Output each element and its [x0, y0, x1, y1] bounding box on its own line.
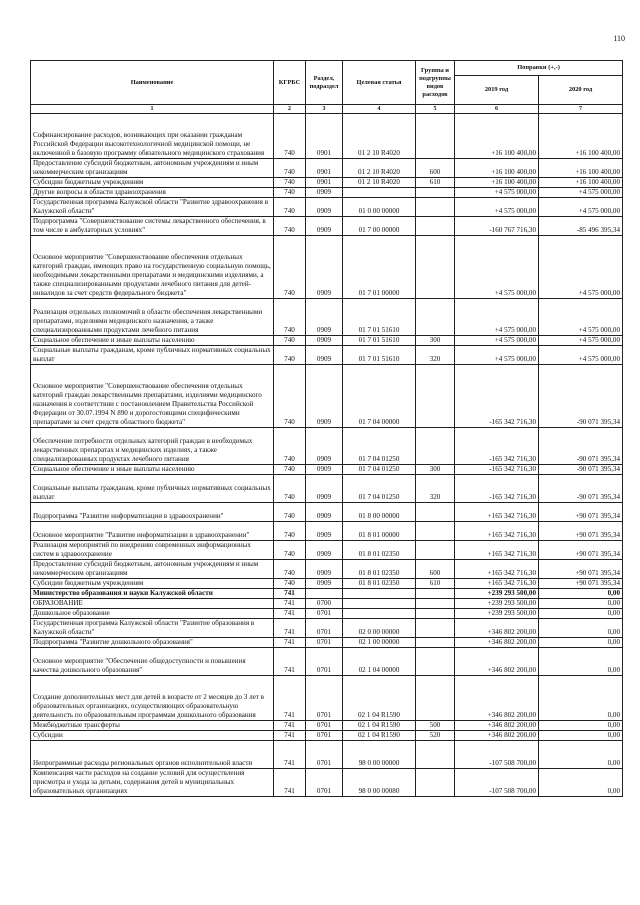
cell-group: 320 [416, 475, 455, 503]
cell-2019: +346 802 200,00 [455, 619, 539, 638]
cell-target: 02 1 04 00000 [343, 648, 416, 676]
cell-2020: +4 575 000,00 [539, 188, 623, 198]
cell-name: Подпрограмма "Развитие дошкольного образования" [31, 638, 274, 648]
cell-kgrbs: 741 [274, 648, 306, 676]
cell-target: 01 8 01 02350 [343, 579, 416, 589]
table-row [31, 589, 623, 599]
cell-target: 01 7 04 01250 [343, 465, 416, 475]
cell-section [306, 589, 343, 599]
cell-target: 98 0 00 00000 [343, 741, 416, 769]
table-row [31, 721, 623, 731]
cell-2020: 0,00 [539, 648, 623, 676]
header-amendments: Поправки (+,-) [455, 61, 623, 76]
cell-name: Социальное обеспечение и иные выплаты населению [31, 336, 274, 346]
cell-2020: +90 071 395,34 [539, 560, 623, 579]
cell-section: 0909 [306, 236, 343, 299]
cell-2019: +4 575 000,00 [455, 346, 539, 365]
cell-kgrbs: 740 [274, 178, 306, 188]
table-row [31, 619, 623, 638]
cell-name: Дошкольное образование [31, 609, 274, 619]
col-number: 7 [539, 105, 623, 114]
cell-section: 0901 [306, 114, 343, 159]
cell-group [416, 599, 455, 609]
cell-kgrbs: 741 [274, 589, 306, 599]
cell-group: 320 [416, 346, 455, 365]
cell-2020: +90 071 395,34 [539, 522, 623, 541]
cell-2020: +16 100 400,00 [539, 178, 623, 188]
cell-target: 01 7 04 01250 [343, 428, 416, 465]
cell-group [416, 428, 455, 465]
cell-group [416, 522, 455, 541]
cell-group [416, 188, 455, 198]
cell-name: Обеспечение потребности отдельных категорий граждан в необходимых лекарственных препаратах и медицинских изделиях, а также специализированных продуктах лечебного питания [31, 428, 274, 465]
cell-target: 01 2 10 R4020 [343, 178, 416, 188]
cell-2020: +4 575 000,00 [539, 336, 623, 346]
cell-2019: +165 342 716,30 [455, 503, 539, 522]
cell-name: Подпрограмма "Развитие информатизации в здравоохранении" [31, 503, 274, 522]
cell-group [416, 299, 455, 336]
cell-2020: -90 071 395,34 [539, 428, 623, 465]
cell-kgrbs: 740 [274, 336, 306, 346]
table-row [31, 731, 623, 741]
cell-2019: -165 342 716,30 [455, 428, 539, 465]
header-section: Раздел, подраздел [306, 61, 343, 105]
cell-name: Министерство образования и науки Калужской области [31, 589, 274, 599]
cell-name: Социальное обеспечение и иные выплаты населению [31, 465, 274, 475]
cell-group: 500 [416, 721, 455, 731]
col-number: 5 [416, 105, 455, 114]
table-row [31, 365, 623, 428]
cell-2020: 0,00 [539, 731, 623, 741]
cell-2020: +16 100 400,00 [539, 114, 623, 159]
cell-group: 600 [416, 159, 455, 178]
cell-name: Другие вопросы в области здравоохранения [31, 188, 274, 198]
cell-kgrbs: 740 [274, 346, 306, 365]
table-row [31, 346, 623, 365]
cell-section: 0909 [306, 428, 343, 465]
cell-kgrbs: 740 [274, 428, 306, 465]
header-group: Группы и подгруппы видов расходов [416, 61, 455, 105]
cell-2019: +4 575 000,00 [455, 336, 539, 346]
cell-target: 01 2 10 R4020 [343, 159, 416, 178]
cell-kgrbs: 740 [274, 159, 306, 178]
cell-group [416, 648, 455, 676]
table-row [31, 188, 623, 198]
cell-2020: +4 575 000,00 [539, 346, 623, 365]
cell-kgrbs: 740 [274, 299, 306, 336]
cell-group [416, 769, 455, 797]
cell-2019: +4 575 000,00 [455, 236, 539, 299]
table-row [31, 114, 623, 159]
cell-2020: 0,00 [539, 769, 623, 797]
cell-2020: 0,00 [539, 589, 623, 599]
cell-2020: 0,00 [539, 599, 623, 609]
cell-2019: +165 342 716,30 [455, 541, 539, 560]
cell-name: Предоставление субсидий бюджетным, автономным учреждениям и иным некоммерческим организациям [31, 560, 274, 579]
cell-2019: +346 802 200,00 [455, 676, 539, 721]
cell-name: Основное мероприятие "Развитие информатизации в здравоохранении" [31, 522, 274, 541]
cell-group: 520 [416, 731, 455, 741]
table-header-row [31, 61, 623, 76]
cell-group [416, 741, 455, 769]
cell-kgrbs: 741 [274, 741, 306, 769]
cell-name: Государственная программа Калужской области "Развитие образования в Калужской области" [31, 619, 274, 638]
cell-section: 0909 [306, 336, 343, 346]
table-row [31, 299, 623, 336]
cell-2020: 0,00 [539, 619, 623, 638]
cell-2019: -107 508 700,00 [455, 769, 539, 797]
cell-2019: +165 342 716,30 [455, 560, 539, 579]
cell-2019: +4 575 000,00 [455, 299, 539, 336]
cell-kgrbs: 740 [274, 236, 306, 299]
cell-target: 01 8 01 00000 [343, 522, 416, 541]
cell-group [416, 589, 455, 599]
cell-2020: +90 071 395,34 [539, 541, 623, 560]
col-number: 3 [306, 105, 343, 114]
cell-section: 0909 [306, 198, 343, 217]
cell-2019: +346 802 200,00 [455, 731, 539, 741]
cell-2019: +165 342 716,30 [455, 522, 539, 541]
cell-target: 01 7 01 00000 [343, 236, 416, 299]
table-row [31, 676, 623, 721]
table-row [31, 336, 623, 346]
table-row [31, 560, 623, 579]
cell-kgrbs: 741 [274, 731, 306, 741]
cell-kgrbs: 740 [274, 198, 306, 217]
cell-2020: 0,00 [539, 676, 623, 721]
cell-2020: -90 071 395,34 [539, 365, 623, 428]
cell-2019: +346 802 200,00 [455, 638, 539, 648]
cell-name: Социальные выплаты гражданам, кроме публичных нормативных социальных выплат [31, 346, 274, 365]
cell-kgrbs: 740 [274, 579, 306, 589]
table-row [31, 236, 623, 299]
header-2019: 2019 год [455, 76, 539, 105]
cell-target: 01 2 10 R4020 [343, 114, 416, 159]
cell-section: 0701 [306, 721, 343, 731]
cell-2019: +4 575 000,00 [455, 198, 539, 217]
cell-name: Подпрограмма "Совершенствование системы лекарственного обеспечения, в том числе в амбулаторных условиях" [31, 217, 274, 236]
cell-target: 01 7 01 51610 [343, 336, 416, 346]
cell-target: 01 7 04 01250 [343, 475, 416, 503]
cell-group [416, 619, 455, 638]
cell-group [416, 236, 455, 299]
table-row [31, 503, 623, 522]
table-row [31, 178, 623, 188]
amendments-table [30, 60, 623, 797]
cell-name: Социальные выплаты гражданам, кроме публичных нормативных социальных выплат [31, 475, 274, 503]
cell-2019: +16 100 400,00 [455, 178, 539, 188]
table-row [31, 465, 623, 475]
table-row [31, 638, 623, 648]
cell-section: 0701 [306, 741, 343, 769]
cell-target: 02 1 04 R1590 [343, 676, 416, 721]
cell-group [416, 503, 455, 522]
cell-group [416, 198, 455, 217]
cell-section: 0901 [306, 159, 343, 178]
cell-kgrbs: 741 [274, 769, 306, 797]
cell-name: Субсидии бюджетным учреждениям [31, 579, 274, 589]
cell-section: 0909 [306, 560, 343, 579]
cell-kgrbs: 740 [274, 188, 306, 198]
cell-kgrbs: 741 [274, 599, 306, 609]
cell-2020: +4 575 000,00 [539, 299, 623, 336]
cell-section: 0909 [306, 217, 343, 236]
cell-target: 01 8 01 02350 [343, 560, 416, 579]
table-row [31, 541, 623, 560]
cell-target: 02 1 00 00000 [343, 638, 416, 648]
cell-target [343, 589, 416, 599]
cell-section: 0701 [306, 731, 343, 741]
table-row [31, 217, 623, 236]
cell-2019: +16 100 400,00 [455, 114, 539, 159]
cell-kgrbs: 740 [274, 541, 306, 560]
cell-name: ОБРАЗОВАНИЕ [31, 599, 274, 609]
table-row [31, 159, 623, 178]
cell-name: Создание дополнительных мест для детей в возрасте от 2 месяцев до 3 лет в образовательных организациях, осуществляющих образовательную деятельность по образовательным программам дошкольного образования [31, 676, 274, 721]
table-body [31, 114, 623, 797]
column-numbers-row [31, 105, 623, 114]
cell-kgrbs: 740 [274, 503, 306, 522]
table-row [31, 648, 623, 676]
cell-target: 01 7 01 51610 [343, 346, 416, 365]
cell-2019: -107 508 700,00 [455, 741, 539, 769]
cell-group [416, 609, 455, 619]
cell-group [416, 541, 455, 560]
cell-section: 0901 [306, 178, 343, 188]
cell-kgrbs: 740 [274, 560, 306, 579]
cell-kgrbs: 740 [274, 522, 306, 541]
cell-2020: +4 575 000,00 [539, 236, 623, 299]
cell-group [416, 676, 455, 721]
cell-group [416, 114, 455, 159]
cell-section: 0909 [306, 188, 343, 198]
cell-2019: +4 575 000,00 [455, 188, 539, 198]
cell-name: Непрограммные расходы региональных органов исполнительной власти [31, 741, 274, 769]
cell-2019: +16 100 400,00 [455, 159, 539, 178]
cell-2020: 0,00 [539, 609, 623, 619]
cell-section: 0909 [306, 541, 343, 560]
cell-section: 0701 [306, 619, 343, 638]
cell-section: 0909 [306, 579, 343, 589]
cell-target: 02 1 04 R1590 [343, 731, 416, 741]
cell-group: 610 [416, 579, 455, 589]
cell-2020: -90 071 395,34 [539, 475, 623, 503]
cell-name: Основное мероприятие "Обеспечение общедоступности и повышения качества дошкольного образования" [31, 648, 274, 676]
cell-name: Компенсация части расходов на создание условий для осуществления присмотра и ухода за детьми, содержания детей в муниципальных образовательных организациях [31, 769, 274, 797]
cell-2019: +239 293 500,00 [455, 609, 539, 619]
cell-2019: +165 342 716,30 [455, 579, 539, 589]
cell-2020: 0,00 [539, 741, 623, 769]
table-row [31, 769, 623, 797]
cell-kgrbs: 740 [274, 114, 306, 159]
cell-target: 02 0 00 00000 [343, 619, 416, 638]
cell-target: 01 7 00 00000 [343, 217, 416, 236]
cell-section: 0701 [306, 648, 343, 676]
cell-2019: +346 802 200,00 [455, 721, 539, 731]
cell-group [416, 365, 455, 428]
cell-2020: +90 071 395,34 [539, 503, 623, 522]
col-number: 2 [274, 105, 306, 114]
cell-section: 0909 [306, 465, 343, 475]
cell-kgrbs: 741 [274, 638, 306, 648]
cell-name: Субсидии бюджетным учреждениям [31, 178, 274, 188]
col-number: 4 [343, 105, 416, 114]
cell-kgrbs: 740 [274, 465, 306, 475]
header-target: Целевая статья [343, 61, 416, 105]
cell-target: 98 0 00 00080 [343, 769, 416, 797]
cell-target [343, 188, 416, 198]
cell-kgrbs: 740 [274, 217, 306, 236]
cell-2020: 0,00 [539, 721, 623, 731]
cell-group: 600 [416, 560, 455, 579]
cell-kgrbs: 740 [274, 475, 306, 503]
cell-kgrbs: 741 [274, 619, 306, 638]
cell-section: 0701 [306, 769, 343, 797]
cell-group [416, 638, 455, 648]
cell-kgrbs: 740 [274, 365, 306, 428]
cell-target: 01 0 00 00000 [343, 198, 416, 217]
table-row [31, 599, 623, 609]
cell-2020: +4 575 000,00 [539, 198, 623, 217]
cell-name: Софинансирование расходов, возникающих при оказании гражданам Российской Федерации высокотехнологичной медицинской помощи, не включенной в базовую программу обязательного медицинского страхования [31, 114, 274, 159]
cell-2019: +346 802 200,00 [455, 648, 539, 676]
cell-target: 01 7 04 00000 [343, 365, 416, 428]
cell-2020: -85 496 395,34 [539, 217, 623, 236]
cell-section: 0909 [306, 299, 343, 336]
cell-section: 0909 [306, 365, 343, 428]
cell-section: 0909 [306, 522, 343, 541]
cell-target: 01 7 01 51610 [343, 299, 416, 336]
cell-section: 0700 [306, 599, 343, 609]
cell-section: 0909 [306, 346, 343, 365]
page-number: 110 [613, 34, 625, 43]
cell-2020: -90 071 395,34 [539, 465, 623, 475]
cell-2020: +16 100 400,00 [539, 159, 623, 178]
cell-name: Основное мероприятие "Совершенствование обеспечения отдельных категорий граждан лекарственными препаратами, изделиями медицинского назначения в соответствии с постановлением Правительства Российской Федерации от 30.07.1994 N 890 и дорогостоящими специфическими препаратами за счет средств областного бюджета" [31, 365, 274, 428]
cell-2019: -165 342 716,30 [455, 475, 539, 503]
cell-target [343, 609, 416, 619]
header-kgrbs: КГРБС [274, 61, 306, 105]
cell-name: Межбюджетные трансферты [31, 721, 274, 731]
cell-section: 0701 [306, 638, 343, 648]
cell-name: Реализация мероприятий по внедрению современных информационных систем в здравоохранение [31, 541, 274, 560]
cell-kgrbs: 741 [274, 721, 306, 731]
cell-2020: +90 071 395,34 [539, 579, 623, 589]
header-name: Наименование [31, 61, 274, 105]
cell-group: 300 [416, 465, 455, 475]
cell-name: Основное мероприятие "Совершенствование обеспечения отдельных категорий граждан, имеющих право на государственную социальную помощь, необходимыми лекарственными препаратами и медицинскими изделиями, а также специализированными продуктами лечебного питания для детей-инвалидов за счет средств федерального бюджета" [31, 236, 274, 299]
cell-kgrbs: 741 [274, 676, 306, 721]
cell-name: Государственная программа Калужской области "Развитие здравоохранения в Калужской области" [31, 198, 274, 217]
cell-2019: -165 342 716,30 [455, 465, 539, 475]
cell-name: Предоставление субсидий бюджетным, автономным учреждениям и иным некоммерческим организациям [31, 159, 274, 178]
cell-target [343, 599, 416, 609]
cell-section: 0909 [306, 475, 343, 503]
cell-group [416, 217, 455, 236]
table-row [31, 741, 623, 769]
cell-name: Реализация отдельных полномочий в области обеспечения лекарственными препаратами, изделиями медицинского назначения, а также специализированными продуктами лечебного питания [31, 299, 274, 336]
table-row [31, 579, 623, 589]
cell-2019: -160 767 716,30 [455, 217, 539, 236]
table-row [31, 475, 623, 503]
col-number: 1 [31, 105, 274, 114]
table-row [31, 198, 623, 217]
cell-2020: 0,00 [539, 638, 623, 648]
cell-2019: -165 342 716,30 [455, 365, 539, 428]
cell-2019: +239 293 500,00 [455, 599, 539, 609]
col-number: 6 [455, 105, 539, 114]
table-row [31, 609, 623, 619]
cell-target: 01 8 00 00000 [343, 503, 416, 522]
table-row [31, 428, 623, 465]
cell-kgrbs: 741 [274, 609, 306, 619]
cell-group: 610 [416, 178, 455, 188]
cell-section: 0909 [306, 503, 343, 522]
cell-target: 01 8 01 02350 [343, 541, 416, 560]
header-2020: 2020 год [539, 76, 623, 105]
cell-group: 300 [416, 336, 455, 346]
cell-2019: +239 293 500,00 [455, 589, 539, 599]
cell-section: 0701 [306, 676, 343, 721]
table-row [31, 522, 623, 541]
cell-section: 0701 [306, 609, 343, 619]
cell-target: 02 1 04 R1590 [343, 721, 416, 731]
cell-name: Субсидии [31, 731, 274, 741]
